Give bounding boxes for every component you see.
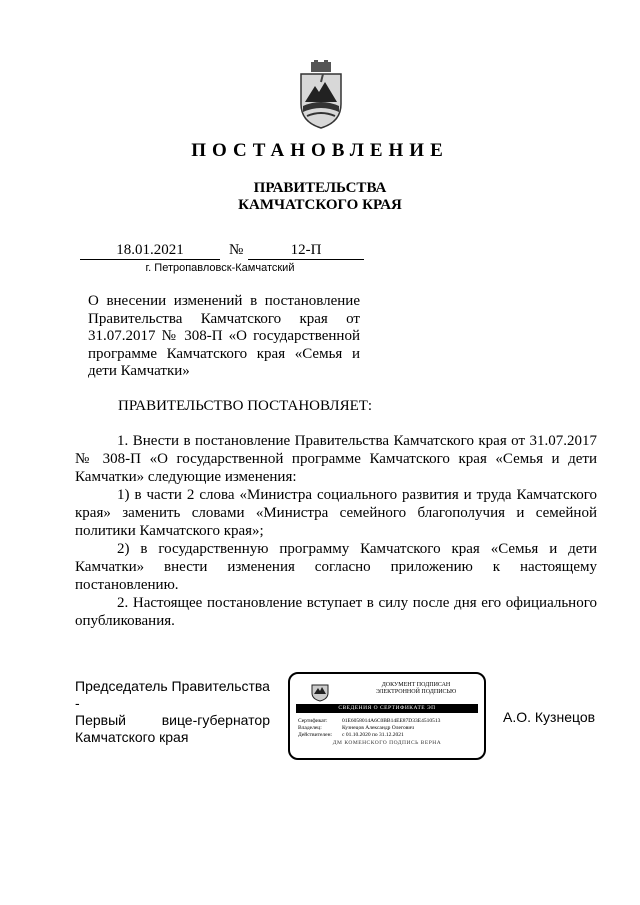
document-date: 18.01.2021 [80, 242, 220, 260]
owner-value: Кузнецов Александр Олегович [342, 725, 415, 731]
issuer-line-2: КАМЧАТСКОГО КРАЯ [238, 197, 402, 213]
body-line: 2) в государственную программу Камчатского края «Семья и дети [117, 541, 597, 557]
electronic-signature-stamp [288, 672, 486, 760]
signer-line: Камчатского края [75, 729, 189, 745]
number-sign: № [229, 242, 244, 258]
document-number: 12-П [248, 242, 364, 260]
decree-line: ПРАВИТЕЛЬСТВО ПОСТАНОВЛЯЕТ: [118, 398, 373, 414]
owner-label: Владелец: [298, 725, 322, 731]
subject-line: Правительства Камчатского края от [88, 310, 360, 327]
cert-label: Сертификат: [298, 718, 328, 724]
subject-line: программе Камчатского края «Семья и [88, 345, 360, 362]
issuer-line-1: ПРАВИТЕЛЬСТВА [253, 180, 387, 196]
signer-line: Первый вице-губернатор [75, 712, 270, 728]
document-title: ПОСТАНОВЛЕНИЕ [191, 140, 449, 161]
body-line: постановлению. [75, 577, 179, 593]
signer-title [75, 678, 270, 746]
body-line: 1. Внести в постановление Правительства Камчатского края от 31.07.2017 [117, 433, 597, 449]
subject-line: О внесении изменений в постановление [88, 293, 360, 309]
document-subject [88, 293, 360, 381]
cert-value: 01E6058014A6C0BB14EE87D33E4510513 [342, 718, 441, 724]
stamp-heading-1: ДОКУМЕНТ ПОДПИСАН [381, 682, 451, 688]
body-line: политики Камчатского края»; [75, 523, 264, 539]
owner-row [298, 725, 414, 731]
subject-line: дети Камчатки» [88, 363, 190, 379]
body-line: края» заменить словами «Министра семейного благополучия и семейной [75, 505, 597, 521]
subject-line: 31.07.2017 № 308-П «О государственной [88, 328, 360, 344]
valid-row [298, 732, 404, 738]
body-line: Камчатки» внести изменения согласно приложению к настоящему [75, 559, 597, 575]
stamp-footer: ДМ КОМЕНСКОГО ПОДПИСЬ ВЕРНА [332, 740, 442, 746]
signer-line: Председатель Правительства - [75, 678, 270, 711]
mini-emblem-icon [310, 682, 330, 702]
body-line: 2. Настоящее постановление вступает в силу после дня его официального [117, 595, 597, 611]
document-body [75, 432, 597, 630]
coat-of-arms-emblem [297, 60, 345, 130]
stamp-heading [350, 682, 482, 696]
body-line: № 308-П «О государственной программе Камчатского края «Семья и дети [75, 451, 597, 467]
signer-name: А.О. Кузнецов [503, 709, 596, 725]
body-line: 1) в части 2 слова «Министра социального развития и труда Камчатского [117, 487, 597, 503]
valid-value: с 01.10.2020 по 31.12.2021 [342, 732, 404, 738]
body-line: Камчатки» следующие изменения: [75, 469, 297, 485]
cert-info-bar: СВЕДЕНИЯ О СЕРТИФИКАТЕ ЭП [296, 704, 478, 713]
cert-row [298, 718, 440, 724]
city: г. Петропавловск-Камчатский [145, 262, 295, 274]
body-line: опубликования. [75, 613, 175, 629]
stamp-heading-2: ЭЛЕКТРОННОЙ ПОДПИСЬЮ [375, 689, 457, 695]
valid-label: Действителен: [298, 732, 333, 738]
